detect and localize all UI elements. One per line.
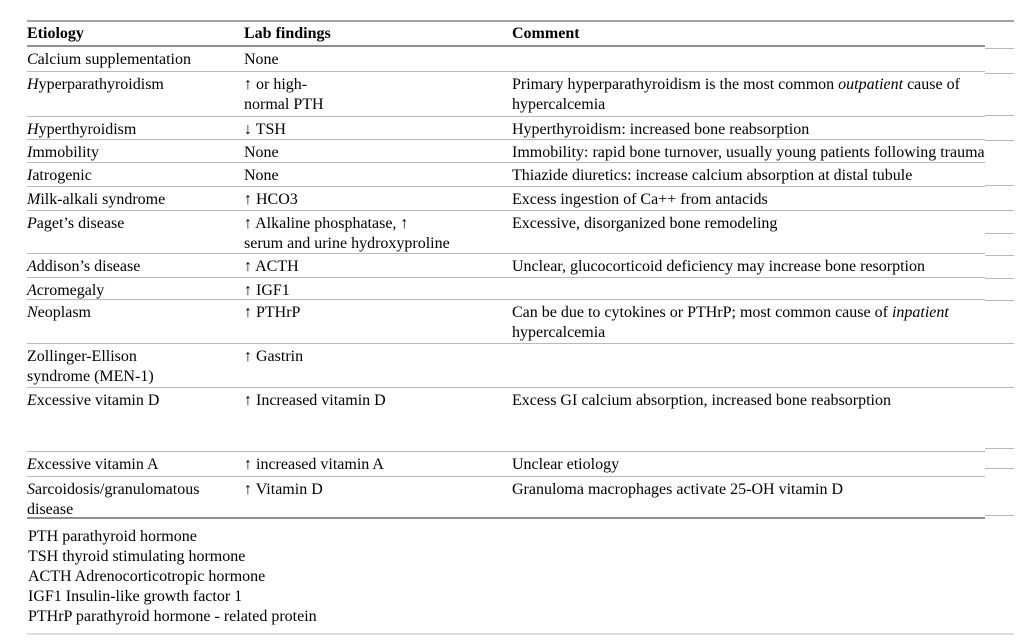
right-fragment-divider: [985, 515, 1014, 516]
table-row: [27, 47, 985, 72]
comment-cell: [512, 344, 985, 387]
footnote: PTH parathyroid hormone: [28, 528, 197, 545]
right-fragment-divider: [985, 448, 1014, 449]
table-row: [27, 117, 985, 140]
etiology-cell: Sarcoidosis/granulomatous disease: [27, 481, 200, 518]
comment-cell: Excess GI calcium absorption, increased bone reabsorption: [512, 392, 891, 409]
lab-findings-cell: ↓ TSH: [244, 121, 286, 138]
lab-findings-cell: ↑ HCO3: [244, 191, 298, 208]
table-row: [27, 72, 985, 117]
right-fragment-divider: [985, 278, 1014, 279]
right-fragment-divider: [985, 343, 1014, 344]
lab-findings-cell: ↑ IGF1: [244, 282, 290, 299]
footnote: ACTH Adrenocorticotropic hormone: [28, 568, 266, 585]
comment-cell: Immobility: rapid bone turnover, usually young patients following trauma: [512, 144, 985, 161]
right-fragment-divider: [985, 387, 1014, 388]
footnote: PTHrP parathyroid hormone - related protein: [28, 608, 317, 625]
lab-findings-cell: ↑ Increased vitamin D: [244, 392, 386, 409]
comment-cell: Granuloma macrophages activate 25-OH vitamin D: [512, 481, 843, 498]
right-fragment-divider: [985, 468, 1014, 469]
comment-cell: [512, 278, 985, 299]
table-row: [27, 254, 985, 278]
column-header-comment: Comment: [512, 25, 580, 42]
etiology-cell: Zollinger-Ellison syndrome (MEN-1): [27, 348, 154, 385]
lab-findings-cell: ↑ PTHrP: [244, 304, 301, 321]
comment-cell: Unclear etiology: [512, 456, 620, 473]
table-row: [27, 140, 985, 163]
column-header-etiology: Etiology: [27, 25, 84, 42]
table-row: [27, 278, 985, 300]
table-row: [27, 477, 985, 519]
comment-cell: Thiazide diuretics: increase calcium absorption at distal tubule: [512, 167, 913, 184]
lab-findings-cell: ↑ Gastrin: [244, 348, 304, 365]
right-fragment-divider: [985, 140, 1014, 141]
right-fragment-divider: [985, 300, 1014, 301]
abbreviation-footnotes: [28, 527, 317, 627]
lab-findings-cell: ↑ Vitamin D: [244, 481, 323, 498]
etiology-cell: Iatrogenic: [27, 167, 92, 184]
etiology-cell: Immobility: [27, 144, 99, 161]
lab-findings-cell: ↑ increased vitamin A: [244, 456, 384, 473]
table-row: [27, 187, 985, 211]
etiology-cell: Hyperparathyroidism: [27, 76, 164, 93]
etiology-cell: Acromegaly: [27, 282, 105, 299]
page-bottom-rule: [27, 633, 1014, 635]
right-fragment-divider: [985, 73, 1014, 74]
lab-findings-cell: ↑ or high- normal PTH: [244, 76, 324, 113]
table-row: [27, 388, 985, 452]
table-row: [27, 452, 985, 477]
table-row: [27, 300, 985, 344]
etiology-cell: Excessive vitamin A: [27, 456, 159, 473]
comment-cell: Hyperthyroidism: increased bone reabsorption: [512, 121, 810, 138]
comment-cell: Excess ingestion of Ca++ from antacids: [512, 191, 768, 208]
lab-findings-cell: ↑ ACTH: [244, 258, 299, 275]
footnote: TSH thyroid stimulating hormone: [28, 548, 246, 565]
etiology-cell: Paget’s disease: [27, 215, 125, 232]
etiology-cell: Hyperthyroidism: [27, 121, 137, 138]
lab-findings-cell: ↑ Alkaline phosphatase, ↑ serum and urine hydroxyproline: [244, 215, 450, 252]
lab-findings-cell: None: [244, 144, 279, 161]
right-fragment-divider: [985, 255, 1014, 256]
comment-cell: [512, 47, 985, 71]
footnote: IGF1 Insulin-like growth factor 1: [28, 588, 243, 605]
etiology-cell: Excessive vitamin D: [27, 392, 160, 409]
lab-findings-cell: None: [244, 51, 279, 68]
etiology-cell: Neoplasm: [27, 304, 91, 321]
table-row: [27, 344, 985, 388]
right-fragment-divider: [985, 210, 1014, 211]
comment-cell: Unclear, glucocorticoid deficiency may increase bone resorption: [512, 258, 925, 275]
table-body: [27, 47, 985, 519]
table-row: [27, 163, 985, 187]
comment-cell: Primary hyperparathyroidism is the most common outpatient cause of hypercalcemia: [512, 76, 960, 113]
comment-cell: Can be due to cytokines or PTHrP; most common cause of inpatient hypercalcemia: [512, 304, 949, 341]
table-header-row: [27, 22, 985, 47]
comment-cell: Excessive, disorganized bone remodeling: [512, 215, 778, 232]
etiology-cell: Calcium supplementation: [27, 51, 191, 68]
right-fragment-divider: [985, 233, 1014, 234]
table-row: [27, 211, 985, 254]
right-fragment-divider: [985, 115, 1014, 116]
lab-findings-cell: None: [244, 167, 279, 184]
etiology-cell: Milk-alkali syndrome: [27, 191, 166, 208]
right-fragment-divider: [985, 185, 1014, 186]
right-fragment-divider: [985, 48, 1014, 49]
etiology-cell: Addison’s disease: [27, 258, 141, 275]
column-header-lab-findings: Lab findings: [244, 25, 331, 42]
